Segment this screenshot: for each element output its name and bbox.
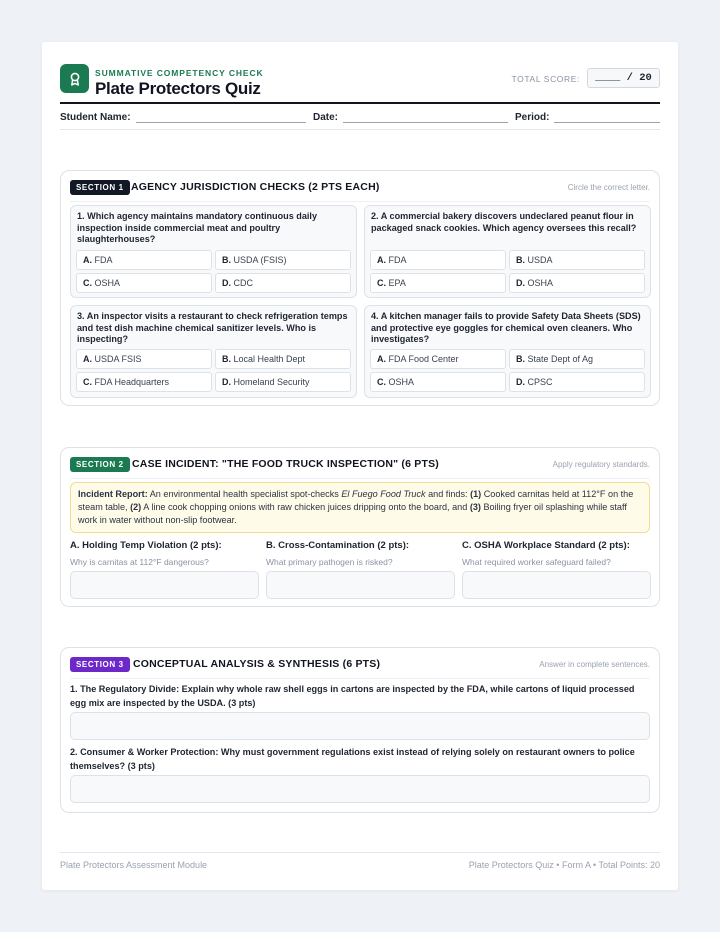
question-text: 4. A kitchen manager fails to provide Safety Data Sheets (SDS) and protective eye goggles for chemical oven cleaners. Who investigates?	[371, 311, 641, 345]
option-c[interactable]: C. EPA	[370, 273, 506, 293]
question-card-4	[364, 305, 651, 398]
quiz-page	[42, 42, 678, 890]
answer-box-a[interactable]	[70, 571, 259, 599]
subquestion-title: A. Holding Temp Violation (2 pts):	[70, 540, 222, 551]
question-text: 1. Which agency maintains mandatory continuous daily inspection inside commercial meat and poultry slaughterhouses?	[77, 211, 318, 245]
footer-form-info: Plate Protectors Quiz • Form A • Total Points: 20	[468, 860, 660, 870]
section-1-title: AGENCY JURISDICTION CHECKS (2 PTS EACH)	[131, 181, 380, 193]
section-1-hint: Circle the correct letter.	[567, 183, 650, 192]
subquestion-title: B. Cross-Contamination (2 pts):	[266, 540, 410, 551]
subquestion-prompt: What required worker safeguard failed?	[462, 557, 611, 567]
footer-module-name: Plate Protectors Assessment Module	[60, 860, 208, 870]
section-1-badge: SECTION 1	[70, 180, 130, 195]
option-b[interactable]: B. State Dept of Ag	[509, 349, 645, 369]
date-label: Date:	[313, 112, 339, 123]
option-b[interactable]: B. USDA	[509, 250, 645, 270]
answer-box-conceptual-2[interactable]	[70, 775, 650, 803]
section-2-badge: SECTION 2	[70, 457, 130, 472]
option-c[interactable]: C. OSHA	[76, 273, 212, 293]
section-3-title: CONCEPTUAL ANALYSIS & SYNTHESIS (6 PTS)	[133, 658, 381, 670]
page-title: Plate Protectors Quiz	[95, 79, 261, 98]
subquestion-a	[70, 540, 259, 567]
section-3-divider	[70, 678, 650, 679]
answer-box-b[interactable]	[266, 571, 455, 599]
footer-divider	[60, 852, 660, 853]
subquestion-b	[266, 540, 455, 567]
option-b[interactable]: B. Local Health Dept	[215, 349, 351, 369]
answer-box-c[interactable]	[462, 571, 651, 599]
option-a[interactable]: A. USDA FSIS	[76, 349, 212, 369]
option-a[interactable]: A. FDA	[370, 250, 506, 270]
incident-report: Incident Report: An environmental health specialist spot-checks El Fuego Food Truck and finds: (1) Cooked carnitas held at 112°F on the steam table, (2) A line cook chopping onions with raw chicken juices dripping onto the board, and (3) Boiling fryer oil splashing while staff work in water without non-slip footwear.	[70, 482, 650, 533]
option-b[interactable]: B. USDA (FSIS)	[215, 250, 351, 270]
subquestion-prompt: What primary pathogen is risked?	[266, 557, 393, 567]
subquestion-c	[462, 540, 651, 567]
period-field[interactable]	[554, 122, 660, 123]
info-divider	[60, 129, 660, 130]
subquestion-title: C. OSHA Workplace Standard (2 pts):	[462, 540, 630, 551]
option-c[interactable]: C. OSHA	[370, 372, 506, 392]
option-d[interactable]: D. CDC	[215, 273, 351, 293]
header-rule	[60, 102, 660, 104]
question-card-2	[364, 205, 651, 298]
total-score-field[interactable]: ____ / 20	[587, 68, 660, 88]
student-name-field[interactable]	[136, 122, 306, 123]
option-d[interactable]: D. Homeland Security	[215, 372, 351, 392]
option-a[interactable]: A. FDA	[76, 250, 212, 270]
section-2-divider	[70, 478, 650, 479]
option-a[interactable]: A. FDA Food Center	[370, 349, 506, 369]
question-card-3	[70, 305, 357, 398]
total-score-label: TOTAL SCORE:	[511, 74, 580, 84]
section-1-divider	[70, 201, 650, 202]
section-1	[60, 170, 660, 406]
student-info-row	[60, 110, 660, 130]
option-d[interactable]: D. OSHA	[509, 273, 645, 293]
section-3-hint: Answer in complete sentences.	[539, 660, 650, 669]
section-2-hint: Apply regulatory standards.	[552, 460, 650, 469]
header-kicker: SUMMATIVE COMPETENCY CHECK	[95, 68, 264, 78]
question-text: 3. An inspector visits a restaurant to check refrigeration temps and test dish machine chemical sanitizer levels. Who is inspecting?	[77, 311, 348, 345]
award-ribbon-icon	[60, 64, 89, 93]
conceptual-question-1: 1. The Regulatory Divide: Explain why whole raw shell eggs in cartons are inspected by the FDA, while cartons of liquid processed egg mix are inspected by the USDA. (3 pts)	[70, 684, 635, 708]
section-3	[60, 647, 660, 813]
student-name-label: Student Name:	[60, 112, 131, 123]
section-2-title: CASE INCIDENT: "THE FOOD TRUCK INSPECTION" (6 PTS)	[132, 458, 439, 470]
date-field[interactable]	[343, 122, 508, 123]
option-c[interactable]: C. FDA Headquarters	[76, 372, 212, 392]
period-label: Period:	[515, 112, 550, 123]
question-text: 2. A commercial bakery discovers undeclared peanut flour in packaged snack cookies. Which agency oversees this recall?	[371, 211, 637, 233]
section-2	[60, 447, 660, 607]
answer-box-conceptual-1[interactable]	[70, 712, 650, 740]
section-3-badge: SECTION 3	[70, 657, 130, 672]
subquestion-prompt: Why is carnitas at 112°F dangerous?	[70, 557, 209, 567]
option-d[interactable]: D. CPSC	[509, 372, 645, 392]
conceptual-question-2: 2. Consumer & Worker Protection: Why must government regulations exist instead of relying solely on restaurant owners to police themselves? (3 pts)	[70, 747, 635, 771]
question-card-1	[70, 205, 357, 298]
